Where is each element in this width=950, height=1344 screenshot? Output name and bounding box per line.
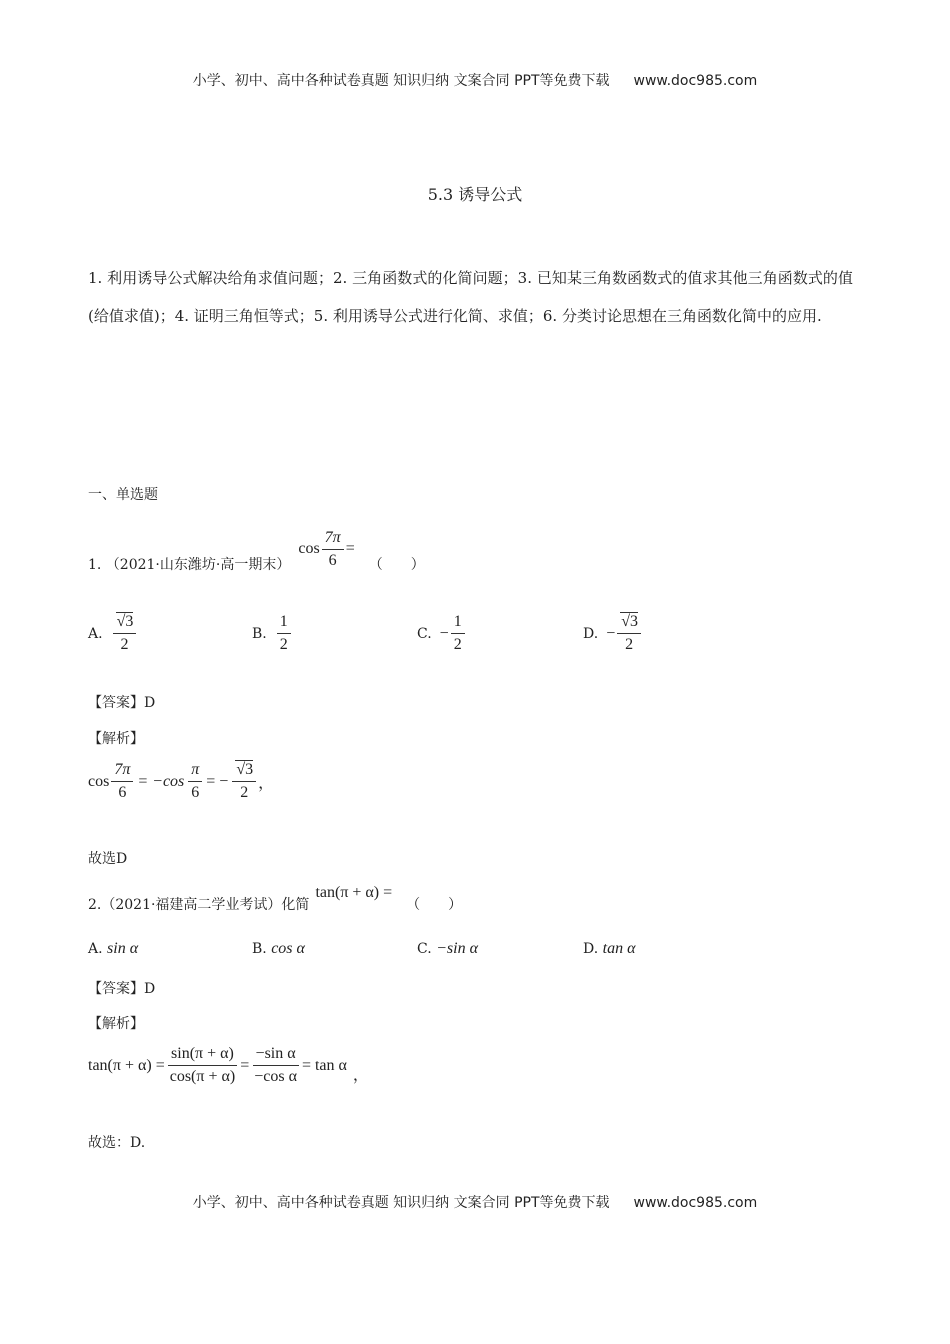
- fn: cos: [88, 772, 110, 790]
- numerator: sin(π + α): [168, 1044, 237, 1066]
- option-label: A.: [88, 625, 103, 642]
- denominator: cos(π + α): [169, 1068, 236, 1085]
- page-header: [0, 70, 950, 90]
- option-value: sin α: [107, 940, 139, 957]
- numerator: 1: [277, 612, 291, 634]
- option-label: C.: [417, 941, 432, 957]
- numerator: √3: [116, 613, 134, 630]
- minus-sign: −: [606, 624, 616, 642]
- minus-sign: −: [439, 624, 449, 642]
- footer-url[interactable]: www.doc985.com: [633, 1195, 758, 1211]
- header-url[interactable]: www.doc985.com: [633, 73, 758, 89]
- question-1-expression: [298, 528, 354, 571]
- numerator: 7π: [322, 528, 344, 550]
- denominator: 2: [240, 784, 249, 801]
- option-value: −sin α: [436, 940, 478, 957]
- question-2: [88, 884, 462, 914]
- numerator: 7π: [111, 760, 133, 782]
- option-label: D.: [583, 625, 599, 642]
- question-2-analysis-label: 【解析】: [88, 1016, 144, 1032]
- option-label: B.: [252, 941, 267, 957]
- rhs: = tan α: [301, 1056, 347, 1074]
- option-label: D.: [583, 941, 599, 957]
- option-value: tan α: [602, 940, 636, 957]
- denominator: 6: [328, 551, 337, 569]
- denominator: −cos α: [254, 1068, 297, 1085]
- learning-objectives: 1. 利用诱导公式解决给角求值问题；2. 三角函数式的化简问题；3. 已知某三角数函数式的值求其他三角函数式的值(给值求值)；4. 证明三角恒等式；5. 利用诱导公式进行化简、求值；6. 分类讨论思想在三角函数化简中的应用.: [88, 269, 853, 325]
- lhs: tan(π + α) =: [88, 1056, 165, 1074]
- option-a[interactable]: [88, 612, 138, 655]
- section-heading: 一、单选题: [88, 487, 158, 503]
- option-d[interactable]: [583, 612, 643, 655]
- option-c[interactable]: [417, 940, 478, 958]
- comma: ，: [258, 775, 275, 792]
- numerator: π: [188, 760, 202, 782]
- option-a[interactable]: [88, 940, 138, 958]
- comma: ，: [352, 1067, 369, 1084]
- option-label: B.: [252, 625, 267, 642]
- denominator: 6: [191, 784, 200, 801]
- question-2-solution: [88, 1044, 369, 1087]
- option-b[interactable]: [252, 612, 293, 655]
- answer-blank: （ ）: [368, 557, 425, 573]
- middle-term: = −cos: [137, 772, 185, 790]
- numerator: 1: [451, 612, 465, 634]
- denominator: 6: [118, 784, 127, 801]
- question-2-expression: tan(π + α) =: [315, 884, 393, 901]
- equals: =: [345, 540, 355, 557]
- header-text: 小学、初中、高中各种试卷真题 知识归纳 文案合同 PPT等免费下载: [192, 73, 610, 89]
- footer-text: 小学、初中、高中各种试卷真题 知识归纳 文案合同 PPT等免费下载: [192, 1195, 610, 1211]
- question-1-solution: [88, 760, 274, 803]
- question-1-conclusion: 故选D: [88, 851, 128, 867]
- denominator: 2: [279, 636, 288, 653]
- option-value: cos α: [271, 940, 305, 957]
- question-1: [88, 524, 425, 574]
- question-2-stem: 2.（2021·福建高二学业考试）化简: [88, 897, 310, 913]
- denominator: 2: [453, 636, 462, 653]
- question-1-stem: 1. （2021·山东潍坊·高一期末）: [88, 557, 291, 573]
- question-2-answer: 【答案】D: [88, 981, 156, 997]
- equals: = −: [206, 772, 229, 790]
- option-b[interactable]: [252, 940, 305, 958]
- option-label: A.: [88, 941, 103, 957]
- fn: cos: [298, 540, 320, 557]
- option-label: C.: [417, 625, 432, 642]
- numerator: √3: [621, 613, 638, 630]
- fraction: [322, 528, 344, 571]
- question-1-analysis-label: 【解析】: [88, 731, 144, 747]
- page-footer: [0, 1192, 950, 1212]
- numerator: √3: [236, 761, 254, 778]
- answer-blank: （ ）: [406, 897, 463, 913]
- denominator: 2: [625, 636, 634, 653]
- question-2-conclusion: 故选：D.: [88, 1135, 146, 1151]
- denominator: 2: [120, 636, 129, 653]
- question-1-answer: 【答案】D: [88, 695, 156, 711]
- option-c[interactable]: [417, 612, 467, 655]
- equals: =: [240, 1056, 250, 1074]
- option-d[interactable]: [583, 940, 635, 958]
- page-title: 5.3 诱导公式: [427, 185, 523, 204]
- numerator: −sin α: [253, 1044, 299, 1066]
